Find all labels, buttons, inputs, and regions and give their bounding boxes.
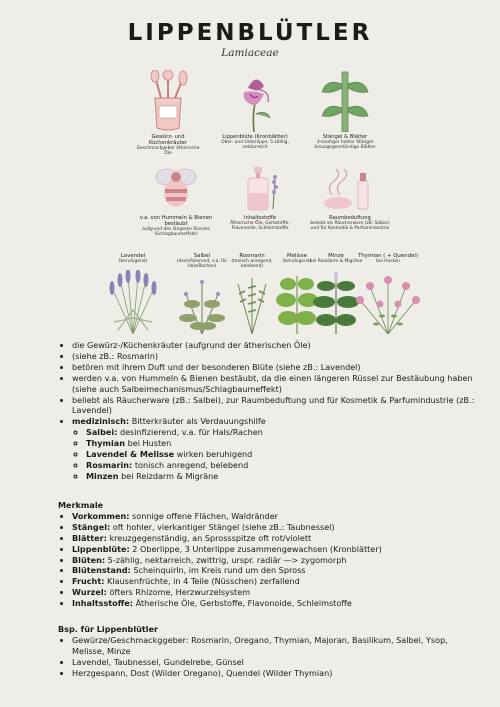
list-item: • beliebt als Räucherware (zB.: Salbei), zur Raumbeduftung und für Kosmetik & Parfumindustrie (zB.: Lavendel): [72, 395, 478, 417]
thyme-illustration: [352, 270, 424, 334]
list-item: • Gewürze/Geschmackggeber: Rosmarin, Oregano, Thymian, Majoran, Basilikum, Salbei, Ysop, Melisse, Minze: [72, 635, 478, 657]
card-title: Lippenblüte (Kronblätter): [222, 134, 288, 140]
sub-list-item: [86, 427, 478, 438]
list-item: • Lavendel, Taubnessel, Gundelrebe, Günsel: [72, 657, 478, 668]
herb-jar-icon: [143, 70, 193, 132]
lip-flower-icon: [230, 70, 280, 132]
card-desc: aufgrund des längeren Rüssels (Schlagbaumeffekt): [142, 227, 210, 238]
list-item: • betören mit ihrem Duft und der besonderen Blüte (siehe zB.: Lavendel): [72, 362, 478, 373]
card-title: Inhaltsstoffe: [243, 215, 277, 221]
list-item: [72, 587, 478, 598]
list-item: [72, 533, 478, 544]
sage-illustration: [170, 274, 234, 334]
page-title: LIPPENBLÜTLER: [127, 20, 373, 46]
plant-name: Rosmarin: [239, 253, 265, 259]
item-text: bei Husten: [127, 438, 172, 449]
plant-note: (beruhigend): [118, 259, 148, 264]
list-item: • Herzgespann, Dost (Wilder Oregano), Quendel (Wilder Thymian): [72, 668, 478, 679]
bullet-section-merkmale: [58, 500, 478, 609]
item-text: sonnige offene Flächen, Waldränder: [132, 510, 278, 521]
list-item: [72, 511, 478, 522]
card-desc: Geschmackgeber ätherische Öle: [136, 146, 200, 157]
plant-name: Melisse: [287, 253, 307, 259]
plant-note: (desinfizierend, v.a. für Hals/Rachen): [176, 259, 228, 269]
sub-list-item: [86, 460, 478, 471]
card-desc: beliebt als Räucherware (zB: Salbei) und für Kosmetik & Parfumindustrie: [310, 221, 390, 232]
card-bestaeubung: [133, 165, 219, 237]
plant-name: Salbei: [193, 253, 211, 259]
plant-salbei: [170, 254, 234, 334]
list-item: [72, 598, 478, 609]
plant-thymian: [352, 254, 424, 334]
card-kuechenkraeuter: [133, 70, 203, 156]
item-text: 2 Oberlippe, 3 Unterlippe zusammengewachsen (Kronblätter): [132, 543, 382, 554]
list-item: [72, 565, 478, 576]
plant-note: bei Reizdarm & Migräne: [309, 259, 363, 264]
rosemary-illustration: [226, 274, 278, 334]
section-heading: Bsp. für Lippenblütler: [58, 624, 158, 634]
sub-list-item: [86, 438, 478, 449]
lavender-illustration: [100, 270, 166, 334]
incense-icon: [322, 165, 378, 213]
item-text: Bitterkräuter als Verdauungshilfe: [131, 416, 266, 427]
item-text: bei Reizdarm & Migräne: [121, 470, 219, 481]
list-item: [72, 544, 478, 555]
item-label: Vorkommen:: [72, 510, 130, 521]
plant-name: Thymian ( + Quendel): [358, 253, 418, 259]
plant-note: bei Husten: [376, 259, 400, 264]
card-title: Stängel & Blätter: [322, 134, 368, 140]
item-label: Stängel:: [72, 521, 111, 532]
item-label: Lippenblüte:: [72, 543, 130, 554]
list-item: [72, 555, 478, 566]
item-label: Wurzel:: [72, 587, 107, 598]
card-desc: Ätherische Öle, Gerbstoffe, Flavonoide, Schleimstoffe: [230, 221, 290, 232]
item-text: wirken beruhigend: [176, 449, 253, 460]
stem-leaves-icon: [318, 70, 372, 132]
item-label: Minzen: [86, 470, 119, 481]
card-desc: Ober- und Unterlippe, 5-zählig, nektarreich: [221, 140, 289, 151]
item-label: Salbei:: [86, 427, 118, 438]
plant-note: (tonisch anregend, belebend): [231, 259, 273, 269]
item-label: Thymian: [86, 438, 125, 449]
list-item: • die Gewürz-/Küchenkräuter (aufgrund der ätherischen Öle): [72, 340, 478, 351]
plant-name: Minze: [328, 253, 344, 259]
plant-lavendel: [100, 254, 166, 334]
item-text: Scheinquirln, im Kreis rund um den Spross: [133, 565, 306, 576]
list-item: • werden v.a. von Hummeln & Bienen bestäubt, da die einen längeren Rüssel zur Bestäubung haben (siehe auch Salbeimechanismus/Schlagbaumeffekt): [72, 373, 478, 395]
bullet-section-beispiele: [58, 624, 478, 679]
item-label: Lavendel & Melisse: [86, 449, 175, 460]
item-text: oft hohler, vierkantiger Stängel (siehe zB.: Taubnessel): [112, 521, 335, 532]
list-item: [72, 522, 478, 533]
sub-list-item: [86, 471, 478, 482]
card-title: Gewürz- und Küchenkräuter: [148, 134, 187, 146]
item-text: Ätherische Öle, Gerbstoffe, Flavonoide, Schleimstoffe: [135, 598, 352, 609]
card-inhaltsstoffe: [228, 165, 292, 231]
card-title: v.a. von Hummeln & Bienen bestäubt: [139, 215, 213, 227]
bumblebee-icon: [151, 165, 201, 213]
card-lippenbluete: [218, 70, 292, 150]
item-text: desinfizierend, v.a. für Hals/Rachen: [119, 427, 263, 438]
bullet-section-uses: [58, 340, 478, 482]
item-label: Blätter:: [72, 532, 107, 543]
card-staengel: [305, 70, 385, 150]
section-heading: Merkmale: [58, 500, 104, 510]
list-item: [72, 416, 478, 481]
item-text: öfters Rhizome, Herzwurzelsystem: [109, 587, 251, 598]
list-item: • (siehe zB.: Rosmarin): [72, 351, 478, 362]
list-item: [72, 576, 478, 587]
item-label: Inhaltsstoffe:: [72, 598, 133, 609]
item-label: medizinisch:: [72, 416, 130, 427]
item-text: Klausenfrüchte, in 4 Teile (Nüsschen) zerfallend: [107, 576, 300, 587]
plant-name: Lavendel: [120, 253, 146, 259]
oil-bottle-icon: [235, 165, 285, 213]
plant-note: (beruhigend): [282, 259, 312, 264]
item-label: Rosmarin:: [86, 459, 133, 470]
card-title: Raumbeduftung: [329, 215, 371, 221]
item-label: Blütenstand:: [72, 565, 131, 576]
card-desc: 4-kantiger hohler Stängel kreuzgegenständige Blätter: [314, 140, 376, 151]
page-subtitle: Lamiaceae: [221, 47, 279, 59]
item-text: kreuzgegenständig, an Sprossspitze oft rot/violett: [109, 532, 312, 543]
item-label: Blüten:: [72, 554, 106, 565]
item-text: 5-zählig, nektarreich, zwittrig, urspr. radiär —> zygomorph: [107, 554, 347, 565]
card-raumbeduftung: [310, 165, 390, 231]
item-label: Frucht:: [72, 576, 105, 587]
item-text: tonisch anregend, belebend: [134, 459, 249, 470]
plant-rosmarin: [226, 254, 278, 334]
sub-list-item: [86, 449, 478, 460]
